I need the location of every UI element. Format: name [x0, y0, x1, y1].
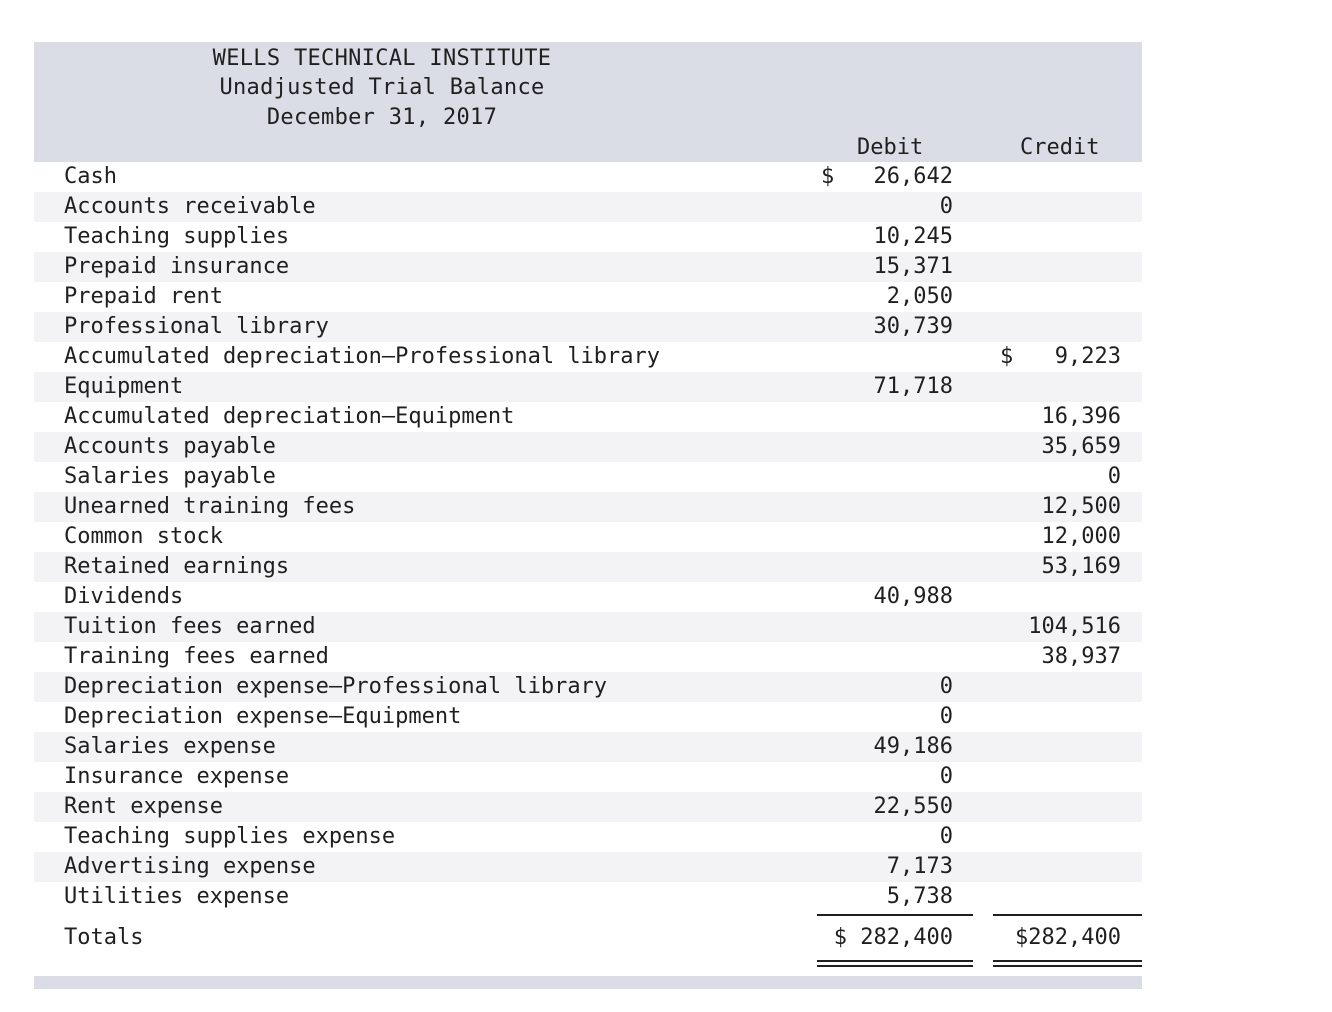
account-name: Rent expense: [64, 794, 223, 819]
table-row: [34, 492, 1142, 522]
table-row: [34, 882, 1142, 912]
table-row: [34, 552, 1142, 582]
account-name: Accumulated depreciation—Equipment: [64, 404, 515, 429]
table-row: [34, 222, 1142, 252]
debit-amount: 7,173: [886, 854, 953, 879]
account-name: Tuition fees earned: [64, 614, 316, 639]
credit-amount: 35,659: [1041, 434, 1121, 459]
credit-total: $282,400: [1015, 925, 1121, 950]
debit-total-underline: [817, 914, 973, 916]
table-row: [34, 162, 1142, 192]
account-name: Insurance expense: [64, 764, 290, 789]
credit-amount: 12,000: [1041, 524, 1121, 549]
statement-date: December 31, 2017: [266, 105, 498, 130]
debit-amount: 15,371: [873, 254, 953, 279]
company-name: WELLS TECHNICAL INSTITUTE: [212, 46, 552, 71]
table-row: [34, 852, 1142, 882]
debit-amount: 30,739: [873, 314, 953, 339]
debit-amount: 2,050: [886, 284, 953, 309]
table-row: [34, 462, 1142, 492]
credit-amount: 9,223: [1054, 344, 1121, 369]
debit-amount: 0: [939, 824, 953, 849]
table-row: [34, 732, 1142, 762]
credit-amount: 0: [1107, 464, 1121, 489]
totals-label: Totals: [64, 925, 144, 950]
table-row: [34, 522, 1142, 552]
debit-amount: 0: [939, 194, 953, 219]
table-row: [34, 762, 1142, 792]
debit-amount: 5,738: [886, 884, 953, 909]
account-name: Accumulated depreciation—Professional library: [64, 344, 661, 369]
table-row: [34, 282, 1142, 312]
table-row: [34, 642, 1142, 672]
credit-column-header: Credit: [1020, 135, 1100, 160]
debit-total-double-rule: [817, 960, 973, 967]
credit-amount: 53,169: [1041, 554, 1121, 579]
table-row: [34, 792, 1142, 822]
table-row: [34, 822, 1142, 852]
account-name: Depreciation expense—Professional library: [64, 674, 608, 699]
account-name: Utilities expense: [64, 884, 290, 909]
credit-total-underline: [993, 914, 1142, 916]
table-row: [34, 252, 1142, 282]
account-name: Depreciation expense—Equipment: [64, 704, 462, 729]
account-name: Training fees earned: [64, 644, 329, 669]
account-name: Common stock: [64, 524, 223, 549]
account-name: Teaching supplies: [64, 224, 290, 249]
account-name: Cash: [64, 164, 117, 189]
account-name: Unearned training fees: [64, 494, 356, 519]
table-row: [34, 702, 1142, 732]
debit-amount: 0: [939, 764, 953, 789]
account-name: Accounts payable: [64, 434, 276, 459]
account-name: Salaries payable: [64, 464, 276, 489]
account-name: Advertising expense: [64, 854, 316, 879]
table-row: [34, 612, 1142, 642]
account-name: Dividends: [64, 584, 184, 609]
table-row: [34, 672, 1142, 702]
totals-row: [34, 918, 1142, 958]
credit-amount: 104,516: [1028, 614, 1121, 639]
debit-amount: 26,642: [873, 164, 953, 189]
account-name: Prepaid insurance: [64, 254, 290, 279]
credit-currency-symbol: $: [1000, 344, 1014, 369]
account-name: Retained earnings: [64, 554, 290, 579]
table-row: [34, 582, 1142, 612]
account-name: Prepaid rent: [64, 284, 223, 309]
debit-total: $ 282,400: [833, 925, 953, 950]
credit-amount: 16,396: [1041, 404, 1121, 429]
footer-bar: [34, 976, 1142, 989]
table-row: [34, 342, 1142, 372]
credit-total-double-rule: [993, 960, 1142, 967]
debit-amount: 10,245: [873, 224, 953, 249]
account-rows: [34, 162, 1142, 912]
account-name: Teaching supplies expense: [64, 824, 396, 849]
table-row: [34, 432, 1142, 462]
table-row: [34, 312, 1142, 342]
debit-currency-symbol: $: [821, 164, 835, 189]
debit-amount: 0: [939, 704, 953, 729]
account-name: Equipment: [64, 374, 184, 399]
debit-amount: 71,718: [873, 374, 953, 399]
table-row: [34, 372, 1142, 402]
debit-amount: 40,988: [873, 584, 953, 609]
account-name: Accounts receivable: [64, 194, 316, 219]
credit-amount: 12,500: [1041, 494, 1121, 519]
statement-title: Unadjusted Trial Balance: [219, 75, 545, 100]
table-row: [34, 402, 1142, 432]
debit-amount: 0: [939, 674, 953, 699]
account-name: Professional library: [64, 314, 329, 339]
account-name: Salaries expense: [64, 734, 276, 759]
debit-amount: 22,550: [873, 794, 953, 819]
debit-amount: 49,186: [873, 734, 953, 759]
table-header: [34, 42, 1142, 162]
trial-balance-table: [34, 42, 1142, 958]
credit-amount: 38,937: [1041, 644, 1121, 669]
debit-column-header: Debit: [857, 135, 924, 160]
table-row: [34, 192, 1142, 222]
